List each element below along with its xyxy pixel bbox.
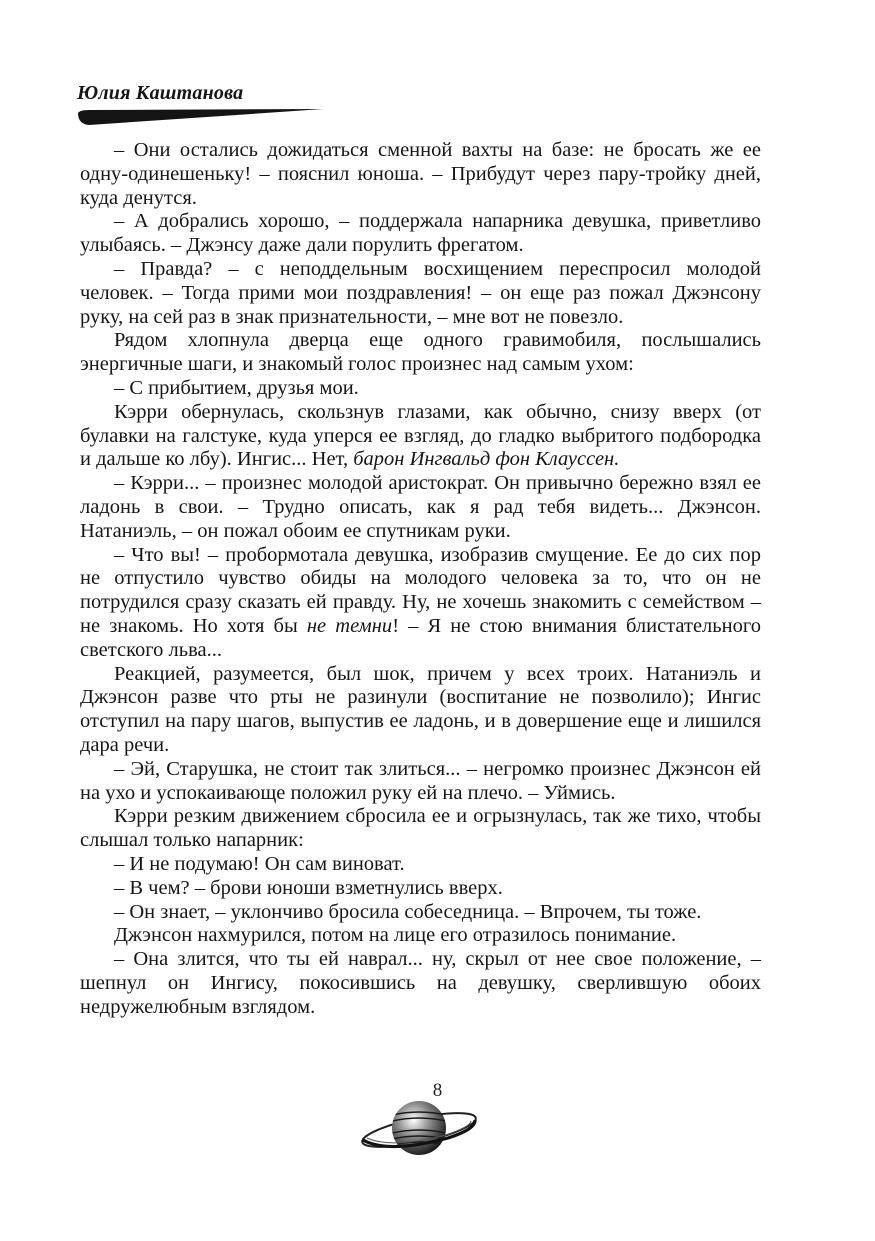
text-run: ! – Я не стою внимания блистательного светского льва... (80, 614, 761, 661)
text-run: – В чем? – брови юноши взметнулись вверх. (114, 876, 503, 899)
header-author: Юлия Каштанова (77, 82, 244, 104)
paragraph (80, 877, 761, 901)
text-run: – Они остались дожидаться сменной вахты на базе: не бросать же ее одну-одинешеньку! – пояснил юноша. – Прибудут через пару-тройку дней, куда денутся. (80, 139, 761, 209)
paragraph (80, 472, 761, 543)
page-number: 8 (432, 1080, 443, 1101)
text-run: – Он знает, – уклончиво бросила собеседница. – Впрочем, ты тоже. (114, 900, 702, 923)
text-run: Джэнсон нахмурился, потом на лице его отразилось понимание. (114, 924, 677, 947)
paragraph (80, 544, 761, 663)
paragraph (80, 948, 761, 1019)
saturn-planet-icon (358, 1096, 480, 1160)
text-run: – Эй, Старушка, не стоит так злиться... – негромко произнес Джэнсон ей на ухо и успокаивающе положил руку ей на плечо. – Уймись. (80, 757, 761, 804)
paragraph (80, 805, 761, 853)
text-run: – Она злится, что ты ей наврал... ну, скрыл от нее свое положение, – шепнул он Ингису, покосившись на девушку, сверлившую обоих недружелюбным взглядом. (80, 948, 761, 1018)
header-rule (77, 107, 323, 127)
body-text (80, 139, 761, 1019)
text-run: – Что вы! – пробормотала девушка, изобразив смущение. Ее до сих пор не отпустило чувство обиды на молодого человека за то, что он не потрудился сразу сказать ей правду. Ну, не хочешь знакомить с семейством – не знакомь. Но хотя бы (80, 543, 761, 637)
text-run: Кэрри обернулась, скользнув глазами, как обычно, снизу вверх (от булавки на галстуке, куда уперся ее взгляд, до гладко выбритого подбородка и дальше ко лбу). Ингис... Нет, (80, 400, 761, 471)
paragraph (80, 663, 761, 758)
paragraph (80, 401, 761, 472)
text-run: – А добрались хорошо, – поддержала напарника девушка, приветливо улыбаясь. – Джэнсу даже дали порулить фрегатом. (80, 210, 761, 257)
text-run: – Правда? – с неподдельным восхищением переспросил молодой человек. – Тогда прими мои поздравления! – он еще раз пожал Джэнсону руку, на сей раз в знак признательности, – мне вот не повезло. (80, 257, 761, 328)
text-run: Реакцией, разумеется, был шок, причем у всех троих. Натаниэль и Джэнсон разве что рты не разинули (воспитание не позволило); Ингис отступил на пару шагов, выпустив ее ладонь, и в довершение еще и лишился дара речи. (80, 662, 761, 756)
paragraph (80, 924, 761, 948)
text-run: – С прибытием, друзья мои. (114, 376, 359, 399)
paragraph (80, 258, 761, 329)
paragraph (80, 139, 761, 210)
italic-name: барон Ингвальд фон Клауссен. (353, 448, 620, 471)
text-run: – И не подумаю! Он сам виноват. (114, 852, 405, 875)
paragraph (80, 853, 761, 877)
paragraph (80, 210, 761, 258)
text-run: Рядом хлопнула дверца еще одного гравимобиля, послышались энергичные шаги, и знакомый голос произнес над самым ухом: (80, 329, 761, 376)
paragraph (80, 377, 761, 401)
text-run: – Кэрри... – произнес молодой аристократ. Он привычно бережно взял ее ладонь в свои. – Трудно описать, как я рад тебя видеть... Джэнсон. Натаниэль, – он пожал обоим ее спутникам руки. (80, 472, 761, 542)
paragraph (80, 329, 761, 377)
italic-emphasis: не темни (306, 614, 393, 637)
paragraph (80, 901, 761, 925)
text-run: Кэрри резким движением сбросила ее и огрызнулась, так же тихо, чтобы слышал только напарник: (80, 805, 761, 852)
paragraph (80, 758, 761, 806)
